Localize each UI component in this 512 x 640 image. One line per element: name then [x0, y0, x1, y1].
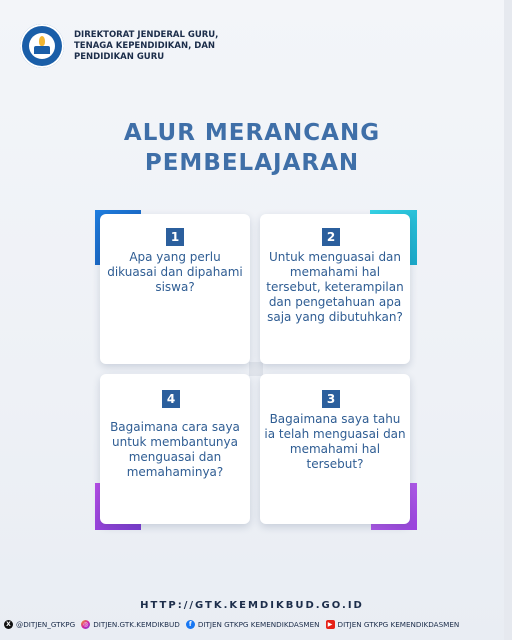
frame-edge: [504, 0, 512, 640]
step-card-4: [100, 374, 250, 524]
instagram-icon: ◎: [83, 621, 89, 628]
header: [20, 24, 218, 68]
ministry-logo: [20, 24, 64, 68]
social-x: [4, 620, 75, 629]
social-handle: DITJEN GTKPG KEMENDIKDASMEN: [337, 620, 460, 629]
title-line: ALUR MERANCANG: [123, 120, 381, 146]
step-card-2: [260, 214, 410, 364]
center-connector: [249, 362, 263, 376]
organization-name: [74, 30, 218, 63]
step-card-1: [100, 214, 250, 364]
step-card-3: [260, 374, 410, 524]
step-number-badge: 3: [322, 390, 340, 408]
step-number-badge: 4: [162, 390, 180, 408]
title-line: PEMBELAJARAN: [144, 150, 360, 176]
x-icon: X: [4, 620, 13, 629]
org-line: TENAGA KEPENDIDIKAN, DAN: [74, 40, 216, 51]
social-handle: @DITJEN_GTKPG: [16, 620, 76, 629]
social-links: [4, 620, 504, 629]
step-question: Apa yang perlu dikuasai dan dipahami siswa?: [107, 250, 243, 294]
youtube-icon: ▶: [326, 620, 335, 629]
step-question: Bagaimana saya tahu ia telah menguasai dan memahami hal tersebut?: [264, 412, 406, 471]
social-handle: DITJEN GTKPG KEMENDIKDASMEN: [197, 620, 320, 629]
social-handle: DITJEN.GTK.KEMDIKBUD: [93, 620, 180, 629]
page-title: [0, 118, 504, 178]
social-instagram: [81, 620, 180, 629]
step-number-badge: 2: [322, 228, 340, 246]
website-url: HTTP://GTK.KEMDIKBUD.GO.ID: [140, 600, 364, 611]
facebook-icon: f: [186, 620, 195, 629]
org-line: DIREKTORAT JENDERAL GURU,: [74, 29, 219, 40]
step-number-badge: 1: [166, 228, 184, 246]
step-question: Untuk menguasai dan memahami hal tersebut, keterampilan dan pengetahuan apa saja yang dibutuhkan?: [266, 250, 404, 324]
step-question: Bagaimana cara saya untuk membantunya menguasai dan memahaminya?: [110, 420, 240, 479]
social-facebook: [186, 620, 320, 629]
org-line: PENDIDIKAN GURU: [74, 51, 165, 62]
social-youtube: [326, 620, 460, 629]
